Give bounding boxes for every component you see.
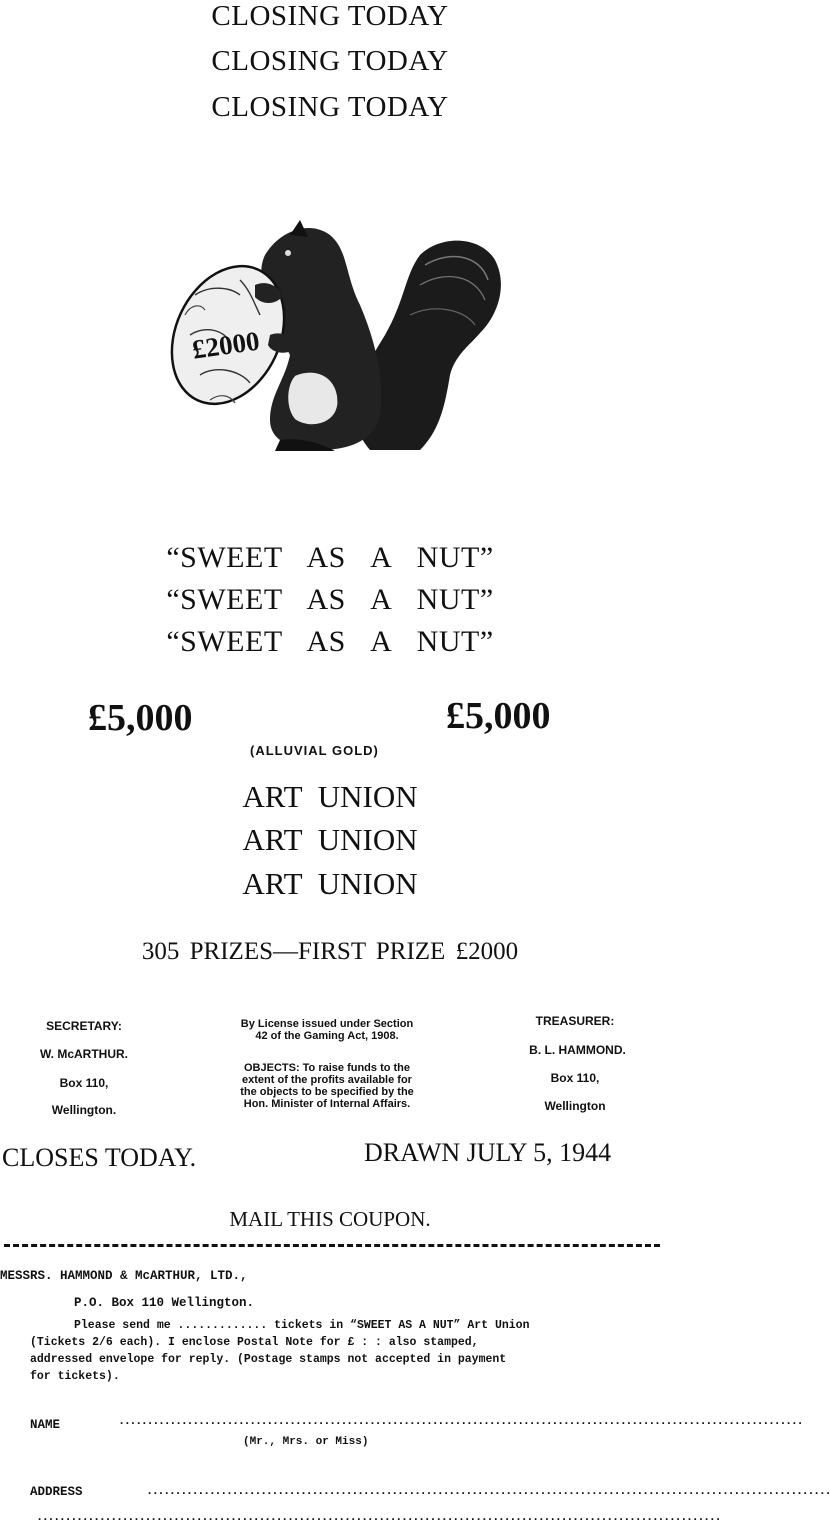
name-label: NAME xyxy=(30,1418,61,1432)
objects-line-4: Hon. Minister of Internal Affairs. xyxy=(243,1098,411,1110)
coupon-text-line-3: addressed envelope for reply. (Postage stamps not accepted in payment xyxy=(30,1353,507,1366)
alluvial-gold-note: (ALLUVIAL GOLD) xyxy=(250,743,379,758)
secretary-box: Box 110, xyxy=(59,1076,109,1090)
treasurer-title: TREASURER: xyxy=(535,1014,615,1028)
treasurer-city: Wellington xyxy=(544,1099,606,1113)
objects-line-2: extent of the profits available for xyxy=(242,1074,412,1086)
closing-today-line-2: CLOSING TODAY xyxy=(211,45,449,77)
prize-amount-right: £5,000 xyxy=(446,695,551,737)
license-line-1: By License issued under Section xyxy=(240,1018,414,1030)
art-union-line-1: ART UNION xyxy=(242,779,418,814)
art-union-line-2: ART UNION xyxy=(242,822,418,857)
coupon-addressee: MESSRS. HAMMOND & McARTHUR, LTD., xyxy=(0,1269,248,1283)
objects-line-1: OBJECTS: To raise funds to the xyxy=(243,1062,411,1074)
closing-today-line-3: CLOSING TODAY xyxy=(211,91,449,123)
address-field-line-2[interactable]: ........................................................................................................................ xyxy=(36,1510,721,1524)
drawn-date: DRAWN JULY 5, 1944 xyxy=(364,1138,612,1167)
name-field[interactable]: ........................................................................................................................ xyxy=(118,1414,803,1428)
slogan-line-2: “SWEET AS A NUT” xyxy=(166,583,494,616)
coupon-po-box: P.O. Box 110 Wellington. xyxy=(74,1296,255,1310)
secretary-city: Wellington. xyxy=(51,1103,117,1117)
treasurer-box: Box 110, xyxy=(550,1071,600,1085)
treasurer-name: B. L. HAMMOND. xyxy=(529,1043,626,1057)
address-label: ADDRESS xyxy=(30,1485,83,1499)
secretary-name: W. McARTHUR. xyxy=(40,1047,128,1061)
mail-coupon-heading: MAIL THIS COUPON. xyxy=(229,1207,431,1231)
art-union-line-3: ART UNION xyxy=(242,866,418,901)
name-hint: (Mr., Mrs. or Miss) xyxy=(243,1436,369,1448)
closes-today: CLOSES TODAY. xyxy=(2,1143,197,1172)
coupon-text-line-4: for tickets). xyxy=(30,1370,120,1383)
coupon-cut-line xyxy=(4,1244,660,1247)
slogan-line-1: “SWEET AS A NUT” xyxy=(166,541,494,574)
closing-today-line-1: CLOSING TODAY xyxy=(211,0,449,32)
prizes-line: 305 PRIZES—FIRST PRIZE £2000 xyxy=(141,938,519,965)
nut-label: £2000 xyxy=(190,325,262,365)
address-field-line-1[interactable]: ........................................................................................................................ xyxy=(146,1484,830,1498)
coupon-text-line-1: Please send me ............. tickets in “SWEET AS A NUT” Art Union xyxy=(74,1319,530,1332)
prize-amount-left: £5,000 xyxy=(88,697,193,739)
objects-line-3: the objects to be specified by the xyxy=(240,1086,414,1098)
squirrel-with-nut-icon xyxy=(170,215,510,470)
coupon-text-line-2: (Tickets 2/6 each). I enclose Postal Note for £ : : also stamped, xyxy=(30,1336,479,1349)
slogan-line-3: “SWEET AS A NUT” xyxy=(166,625,494,658)
secretary-title: SECRETARY: xyxy=(46,1019,122,1033)
license-line-2: 42 of the Gaming Act, 1908. xyxy=(255,1030,399,1042)
